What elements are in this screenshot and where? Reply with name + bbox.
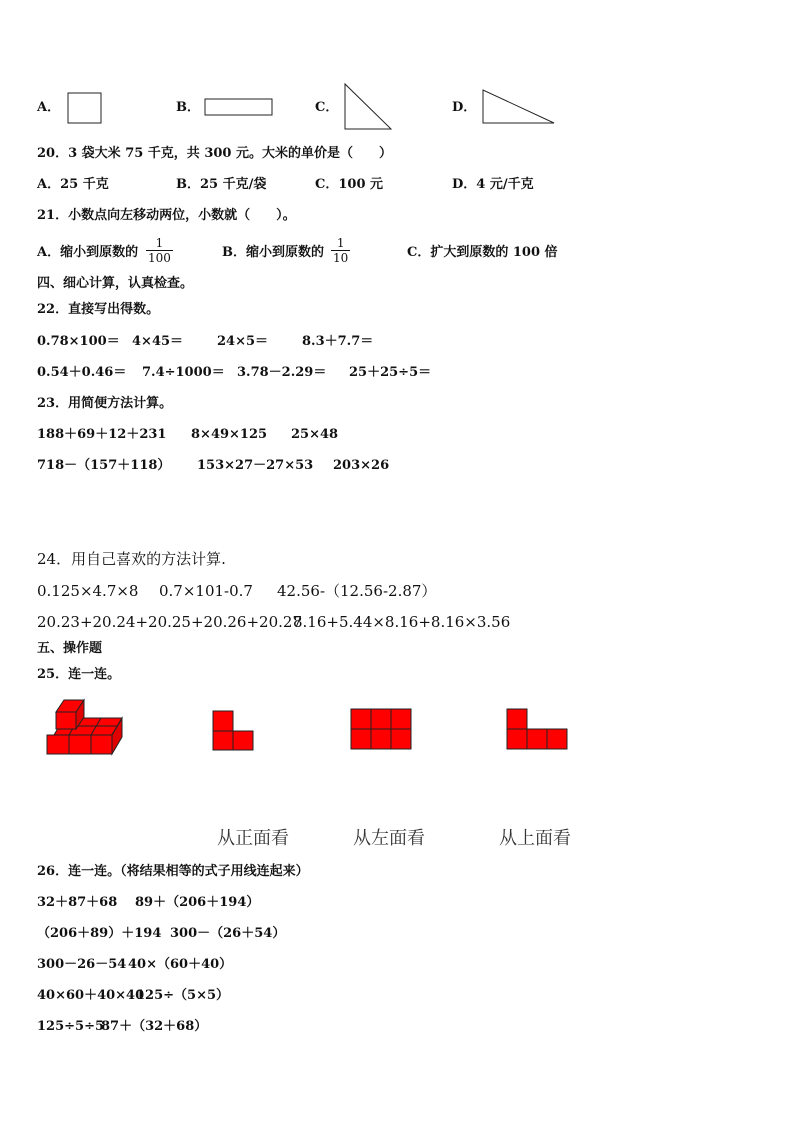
question-21-stem: 21．小数点向左移动两位，小数就（ ）。 bbox=[37, 208, 296, 223]
view-label-front: 从正面看 bbox=[217, 828, 289, 849]
fraction-numerator: 1 bbox=[336, 236, 345, 250]
fraction-one-hundredth bbox=[146, 236, 173, 265]
calc-item: 188＋69＋12＋231 bbox=[37, 427, 167, 442]
question-20-option-d: D．4 元/千克 bbox=[452, 177, 534, 192]
question-21-option-a: A．缩小到原数的 bbox=[37, 245, 139, 260]
calc-item: 20.23+20.24+20.25+20.26+20.27 bbox=[37, 613, 302, 631]
calc-item: 0.7×101-0.7 bbox=[159, 582, 253, 600]
calc-item: 25＋25÷5＝ bbox=[349, 365, 432, 380]
question-20-option-c: C．100 元 bbox=[315, 177, 384, 192]
option-c-label: C． bbox=[315, 100, 339, 115]
calc-item: 3.78－2.29＝ bbox=[237, 365, 327, 380]
square-shape bbox=[67, 92, 103, 125]
section-4-title: 四、细心计算，认真检查。 bbox=[37, 276, 194, 291]
calc-item: 42.56-（12.56-2.87） bbox=[277, 582, 437, 600]
calc-item: 0.125×4.7×8 bbox=[37, 582, 139, 600]
match-right-item: 300－（26＋54） bbox=[170, 926, 286, 941]
calc-item: 4×45＝ bbox=[132, 334, 184, 349]
cube-stack-3d bbox=[44, 698, 126, 758]
match-left-item: 300－26－54 bbox=[37, 957, 127, 972]
calc-item: 203×26 bbox=[333, 458, 390, 473]
fraction-one-tenth bbox=[331, 236, 350, 265]
calc-item: 718－（157＋118） bbox=[37, 458, 171, 473]
question-20-option-b: B．25 千克/袋 bbox=[176, 177, 267, 192]
fraction-denominator: 100 bbox=[148, 251, 171, 265]
option-a-label: A． bbox=[37, 100, 61, 115]
option-d-label: D． bbox=[452, 100, 477, 115]
calc-item: 0.78×100＝ bbox=[37, 334, 120, 349]
match-right-item: 40×（60＋40） bbox=[128, 957, 233, 972]
rectangle-shape bbox=[204, 98, 274, 117]
calc-item: 8×49×125 bbox=[191, 427, 268, 442]
question-26-stem: 26．连一连。（将结果相等的式子用线连起来） bbox=[37, 864, 309, 879]
calc-item: 8.16+5.44×8.16+8.16×3.56 bbox=[293, 613, 511, 631]
view-shape-long-l bbox=[506, 708, 570, 751]
match-left-item: 40×60＋40×40 bbox=[37, 988, 145, 1003]
question-22-stem: 22．直接写出得数。 bbox=[37, 302, 160, 317]
question-25-stem: 25．连一连。 bbox=[37, 667, 121, 682]
section-5-title: 五、操作题 bbox=[37, 641, 103, 656]
question-24-stem: 24．用自己喜欢的方法计算. bbox=[37, 550, 226, 568]
match-left-item: 32＋87＋68 bbox=[37, 895, 118, 910]
calc-item: 24×5＝ bbox=[217, 334, 269, 349]
question-21-option-c: C．扩大到原数的 100 倍 bbox=[407, 245, 558, 260]
match-right-item: 125÷（5×5） bbox=[136, 988, 230, 1003]
calc-item: 0.54＋0.46＝ bbox=[37, 365, 127, 380]
calc-item: 8.3＋7.7＝ bbox=[302, 334, 374, 349]
question-23-stem: 23．用简便方法计算。 bbox=[37, 396, 173, 411]
question-20-stem: 20．3 袋大米 75 千克，共 300 元。大米的单价是（ ） bbox=[37, 146, 392, 161]
question-20-option-a: A．25 千克 bbox=[37, 177, 109, 192]
match-left-item: 125÷5÷5 bbox=[37, 1019, 105, 1034]
option-b-label: B． bbox=[176, 100, 200, 115]
question-21-option-b: B．缩小到原数的 bbox=[222, 245, 324, 260]
view-shape-l bbox=[212, 710, 256, 752]
match-right-item: 87＋（32＋68） bbox=[101, 1019, 208, 1034]
calc-item: 7.4÷1000＝ bbox=[142, 365, 225, 380]
view-label-top: 从上面看 bbox=[499, 828, 571, 849]
fraction-numerator: 1 bbox=[155, 236, 164, 250]
match-right-item: 89＋（206＋194） bbox=[135, 895, 260, 910]
match-left-item: （206＋89）＋194 bbox=[37, 926, 162, 941]
right-triangle-tall-shape bbox=[343, 82, 395, 132]
view-label-left: 从左面看 bbox=[353, 828, 425, 849]
view-shape-grid bbox=[350, 708, 414, 751]
calc-item: 25×48 bbox=[291, 427, 339, 442]
fraction-denominator: 10 bbox=[333, 251, 349, 265]
calc-item: 153×27－27×53 bbox=[197, 458, 314, 473]
right-triangle-wide-shape bbox=[481, 88, 557, 126]
